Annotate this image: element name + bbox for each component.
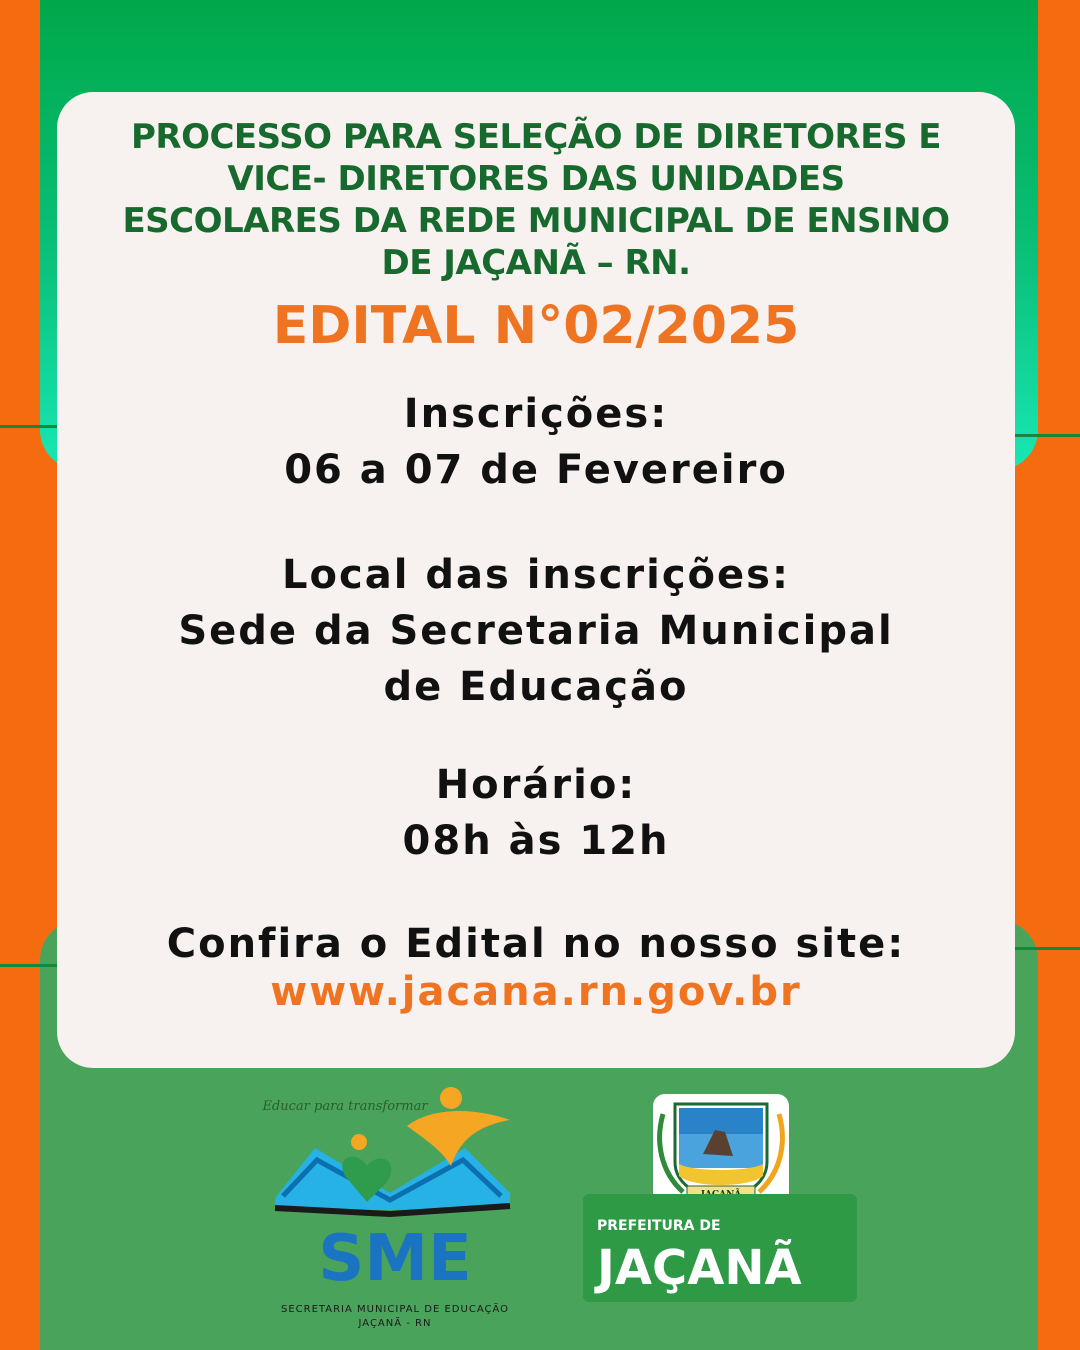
edital-number: EDITAL N°02/2025 [272, 296, 800, 356]
announcement-title [57, 116, 1015, 284]
inscricoes-label: Inscrições: [403, 391, 669, 437]
local-section [57, 547, 1015, 715]
sme-line-1: SECRETARIA MUNICIPAL DE EDUCAÇÃO [281, 1304, 509, 1315]
sme-acronym: SME [318, 1222, 472, 1296]
inscricoes-section [57, 386, 1015, 498]
site-label: Confira o Edital no nosso site: [166, 921, 906, 967]
logos-row [0, 1070, 1080, 1350]
sme-tagline: Educar para transformar [262, 1099, 428, 1114]
announcement-card [57, 92, 1015, 1068]
prefeitura-line-1: PREFEITURA DE [597, 1218, 721, 1234]
local-line-1: Sede da Secretaria Municipal [178, 608, 894, 654]
horario-section [57, 757, 1015, 869]
inscricoes-dates: 06 a 07 de Fevereiro [284, 447, 788, 493]
prefeitura-logo [583, 1092, 859, 1304]
local-line-2: de Educação [383, 664, 689, 710]
title-line: DE JAÇANÃ – RN. [381, 243, 691, 283]
prefeitura-name: JAÇANÃ [597, 1240, 802, 1296]
title-line: VICE- DIRETORES DAS UNIDADES [227, 159, 845, 199]
site-section [57, 920, 1015, 1016]
horario-label: Horário: [435, 762, 637, 808]
horario-value: 08h às 12h [402, 818, 670, 864]
title-line: PROCESSO PARA SELEÇÃO DE DIRETORES E [130, 117, 942, 157]
local-label: Local das inscrições: [282, 552, 790, 598]
sme-logo [255, 1078, 535, 1338]
sme-line-2: JAÇANÃ - RN [358, 1318, 432, 1329]
title-line: ESCOLARES DA REDE MUNICIPAL DE ENSINO [122, 201, 950, 241]
site-url-link[interactable]: www.jacana.rn.gov.br [270, 969, 802, 1015]
